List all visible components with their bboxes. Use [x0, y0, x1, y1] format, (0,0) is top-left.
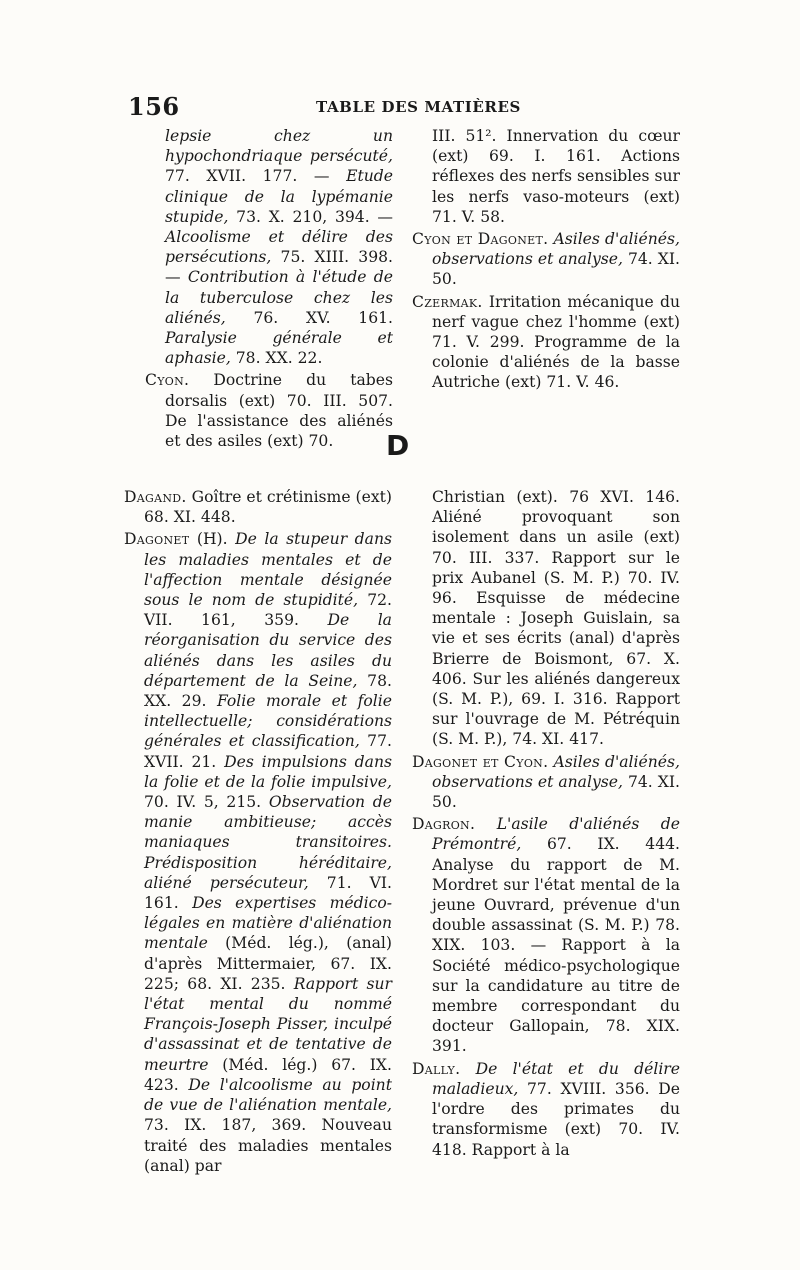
entry-reference: Goître et crétinisme (ext) 68. XI. 448.: [144, 488, 392, 527]
entry-author: Dagand.: [124, 488, 187, 506]
entry-reference: 74. XI. 50.: [432, 772, 680, 812]
entry-reference: 75. XIII. 398. —: [165, 248, 393, 287]
entry-title: Asiles d'aliénés, observations et analyse,: [432, 230, 680, 269]
entry-title: Folie morale et folie intellectuelle; considérations générales et classification,: [144, 692, 392, 751]
entry-reference: Christian (ext). 76 XVI. 146. Aliéné provoquant son isolement dans un asile (ext) 70. III. 337. Rapport sur le prix Aubanel (S. M. P.) 70. IV. 96. Esquisse de médecine mentale : Joseph Guislain, sa vie et ses écrits (anal) d'après Brierre de Boismont, 67. X. 406. Sur les aliénés dangereux (S. M. P.), 69. I. 316. Rapport sur l'ouvrage de M. Pétréquin (S. M. P.), 74. XI. 417.: [432, 488, 680, 749]
entry-reference: 77. XVIII. 356. De l'ordre des primates du transformisme (ext) 70. IV. 418. Rapport à la: [432, 1079, 680, 1159]
entry-title: Des impulsions dans la folie et de la folie impulsive,: [144, 752, 393, 791]
entry-title: De l'état et du délire maladieux,: [432, 1059, 680, 1098]
entry-title: Rapport sur l'état mental du nommé François-Joseph Pisser, inculpé d'assassinat et de tentative de meurtre: [144, 974, 392, 1074]
entry-author: Dagron.: [412, 815, 476, 834]
entry-title: lepsie chez un hypochondriaque persécuté,: [165, 127, 393, 166]
index-entry: [124, 487, 392, 527]
page-number: 156: [128, 92, 180, 121]
entry-author: Dagonet: [124, 530, 190, 549]
entry-reference: 74. XI. 50.: [432, 250, 680, 289]
entry-reference: 78. XX. 29.: [144, 671, 392, 711]
entry-reference: 76. XV. 161.: [225, 308, 393, 327]
running-title: TABLE DES MATIÈRES: [316, 98, 521, 116]
entry-title: Asiles d'aliénés, observations et analyse,: [432, 752, 680, 791]
entry-reference: Doctrine du tabes dorsalis (ext) 70. III. 507. De l'assistance des aliénés et des asiles (ext) 70.: [165, 371, 393, 451]
entry-author: Cyon et Dagonet.: [412, 230, 549, 249]
entry-author: Dagonet et Cyon.: [412, 752, 549, 771]
entry-title: De la stupeur dans les maladies mentales et de l'affection mentale désignée sous le nom de stupidité,: [144, 530, 392, 610]
entry-title: L'asile d'aliénés de Prémontré,: [432, 815, 680, 854]
index-column-top-right: [412, 126, 680, 393]
entry-reference: Irritation mécanique du nerf vague chez l'homme (ext) 71. V. 299. Programme de la colonie d'aliénés de la basse Autriche (ext) 71. V. 46.: [432, 292, 680, 392]
entry-reference: [460, 1060, 475, 1078]
index-entry: [412, 752, 680, 813]
entry-title: Alcoolisme et délire des persécutions,: [165, 228, 393, 267]
index-entry: [412, 487, 680, 750]
entry-reference: (Méd. lég.), (anal) d'après Mittermaier, 67. IX. 225; 68. XI. 235.: [144, 934, 392, 993]
entry-reference: 73. IX. 187, 369. Nouveau traité des maladies mentales (anal) par: [144, 1116, 392, 1175]
index-entry: [145, 370, 393, 451]
entry-reference: 77. XVII. 21.: [144, 732, 392, 771]
index-column-top-left: [145, 126, 393, 451]
entry-reference: 67. IX. 444. Analyse du rapport de M. Mordret sur l'état mental de la jeune Ouvrard, prévenue d'un double assassinat (S. M. P.) 78. XIX. 103. — Rapport à la Société médico-psychologique sur la candidature au titre de membre correspondant du docteur Gallopain, 78. XIX. 391.: [432, 835, 680, 1056]
entry-reference: 73. X. 210, 394. —: [228, 207, 393, 226]
entry-reference: 71. VI. 161.: [144, 873, 393, 913]
entry-title: Etude clinique de la lypémanie stupide,: [165, 167, 393, 226]
index-entry: [145, 126, 393, 368]
entry-reference: 77. XVII. 177. —: [165, 167, 347, 186]
entry-title: De la réorganisation du service des aliénés dans les asiles du département de la Seine,: [144, 611, 392, 690]
index-entry: [412, 292, 680, 393]
entry-title: Paralysie générale et aphasie,: [165, 329, 393, 368]
page-header: [128, 92, 688, 121]
index-entry: [412, 1059, 680, 1160]
entry-reference: III. 51². Innervation du cœur (ext) 69. I. 161. Actions réflexes des nerfs sensibles sur les nerfs vaso-moteurs (ext) 71. V. 58.: [432, 127, 680, 226]
entry-reference: 70. IV. 5, 215.: [144, 793, 269, 812]
entry-title: De l'alcoolisme au point de vue de l'aliénation mentale,: [144, 1075, 392, 1115]
index-column-bottom-left: [124, 487, 392, 1176]
entry-reference: (H).: [189, 530, 236, 549]
index-column-bottom-right: [412, 487, 680, 1160]
entry-reference: 72. VII. 161, 359.: [144, 591, 392, 630]
entry-author: Cyon.: [145, 371, 190, 390]
section-letter-heading: D: [386, 429, 410, 462]
entry-title: Observation de manie ambitieuse; accès maniaques transitoires. Prédisposition héréditaire, aliéné persécuteur,: [144, 793, 392, 892]
index-entry: [412, 126, 680, 227]
entry-author: Dally.: [412, 1059, 461, 1078]
index-entry: [412, 814, 680, 1056]
entry-title: Des expertises médico-légales en matière d'aliénation mentale: [144, 894, 392, 953]
index-entry: [124, 529, 392, 1176]
index-entry: [412, 229, 680, 290]
entry-reference: [475, 815, 496, 833]
entry-author: Czermak.: [412, 292, 483, 311]
entry-reference: (Méd. lég.) 67. IX. 423.: [144, 1055, 392, 1094]
entry-title: Contribution à l'étude de la tuberculose chez les aliénés,: [165, 268, 393, 327]
entry-reference: 78. XX. 22.: [230, 349, 323, 368]
